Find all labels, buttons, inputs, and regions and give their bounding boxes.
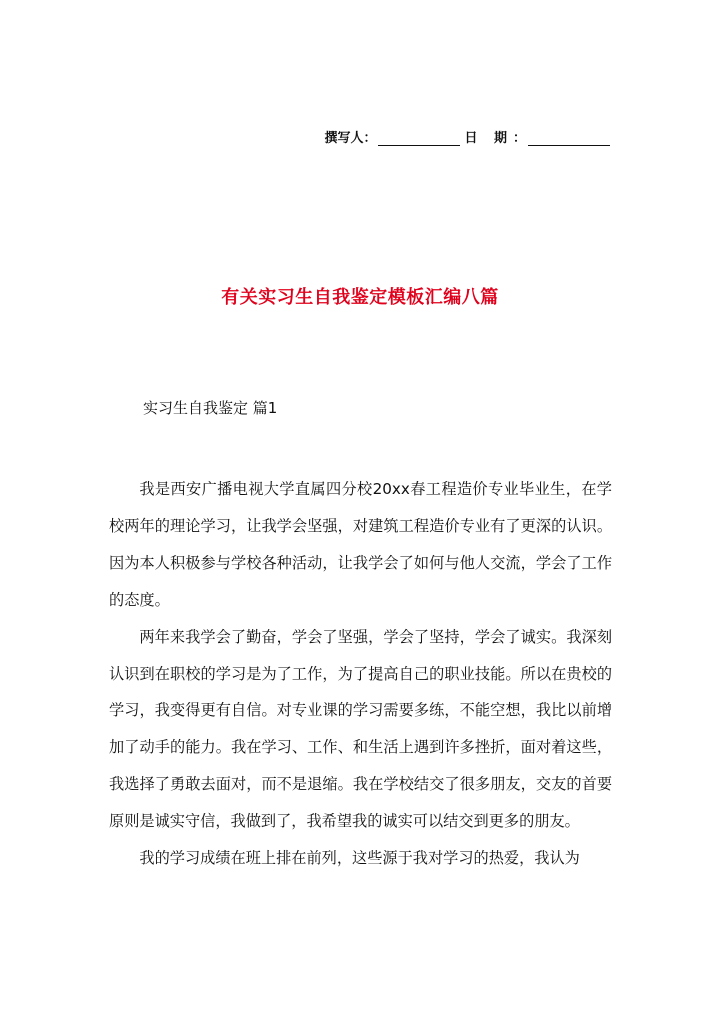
paragraph: 两年来我学会了勤奋，学会了坚强，学会了坚持，学会了诚实。我深刻认识到在职校的学习是为了工作，为了提高自己的职业技能。所以在贵校的学习，我变得更有自信。对专业课的学习需要多练，不能空想，我比以前增加了动手的能力。我在学习、工作、和生活上遇到许多挫折，面对着这些，我选择了勇敢去面对，而不是退缩。我在学校结交了很多朋友，交友的首要原则是诚实守信，我做到了，我希望我的诚实可以结交到更多的朋友。 — [109, 627, 612, 831]
author-date-line — [324, 127, 612, 146]
date-label — [464, 127, 526, 146]
date-label-text: 日 期 — [464, 131, 513, 146]
section-heading: 实习生自我鉴定 篇1 — [143, 399, 278, 417]
paragraph: 我是西安广播电视大学直属四分校20xx春工程造价专业毕业生，在学校两年的理论学习，让我学会坚强，对建筑工程造价专业有了更深的认识。因为本人积极参与学校各种活动，让我学会了如何与他人交流，学会了工作的态度。 — [109, 480, 612, 609]
author-blank — [378, 131, 460, 146]
paragraph: 我的学习成绩在班上排在前列，这些源于我对学习的热爱，我认为 — [139, 849, 580, 868]
date-blank — [528, 131, 610, 146]
author-label: 撰写人： — [324, 131, 377, 146]
body-text — [109, 471, 612, 877]
date-label-colon: ： — [512, 131, 526, 146]
document-title: 有关实习生自我鉴定模板汇编八篇 — [221, 287, 499, 308]
